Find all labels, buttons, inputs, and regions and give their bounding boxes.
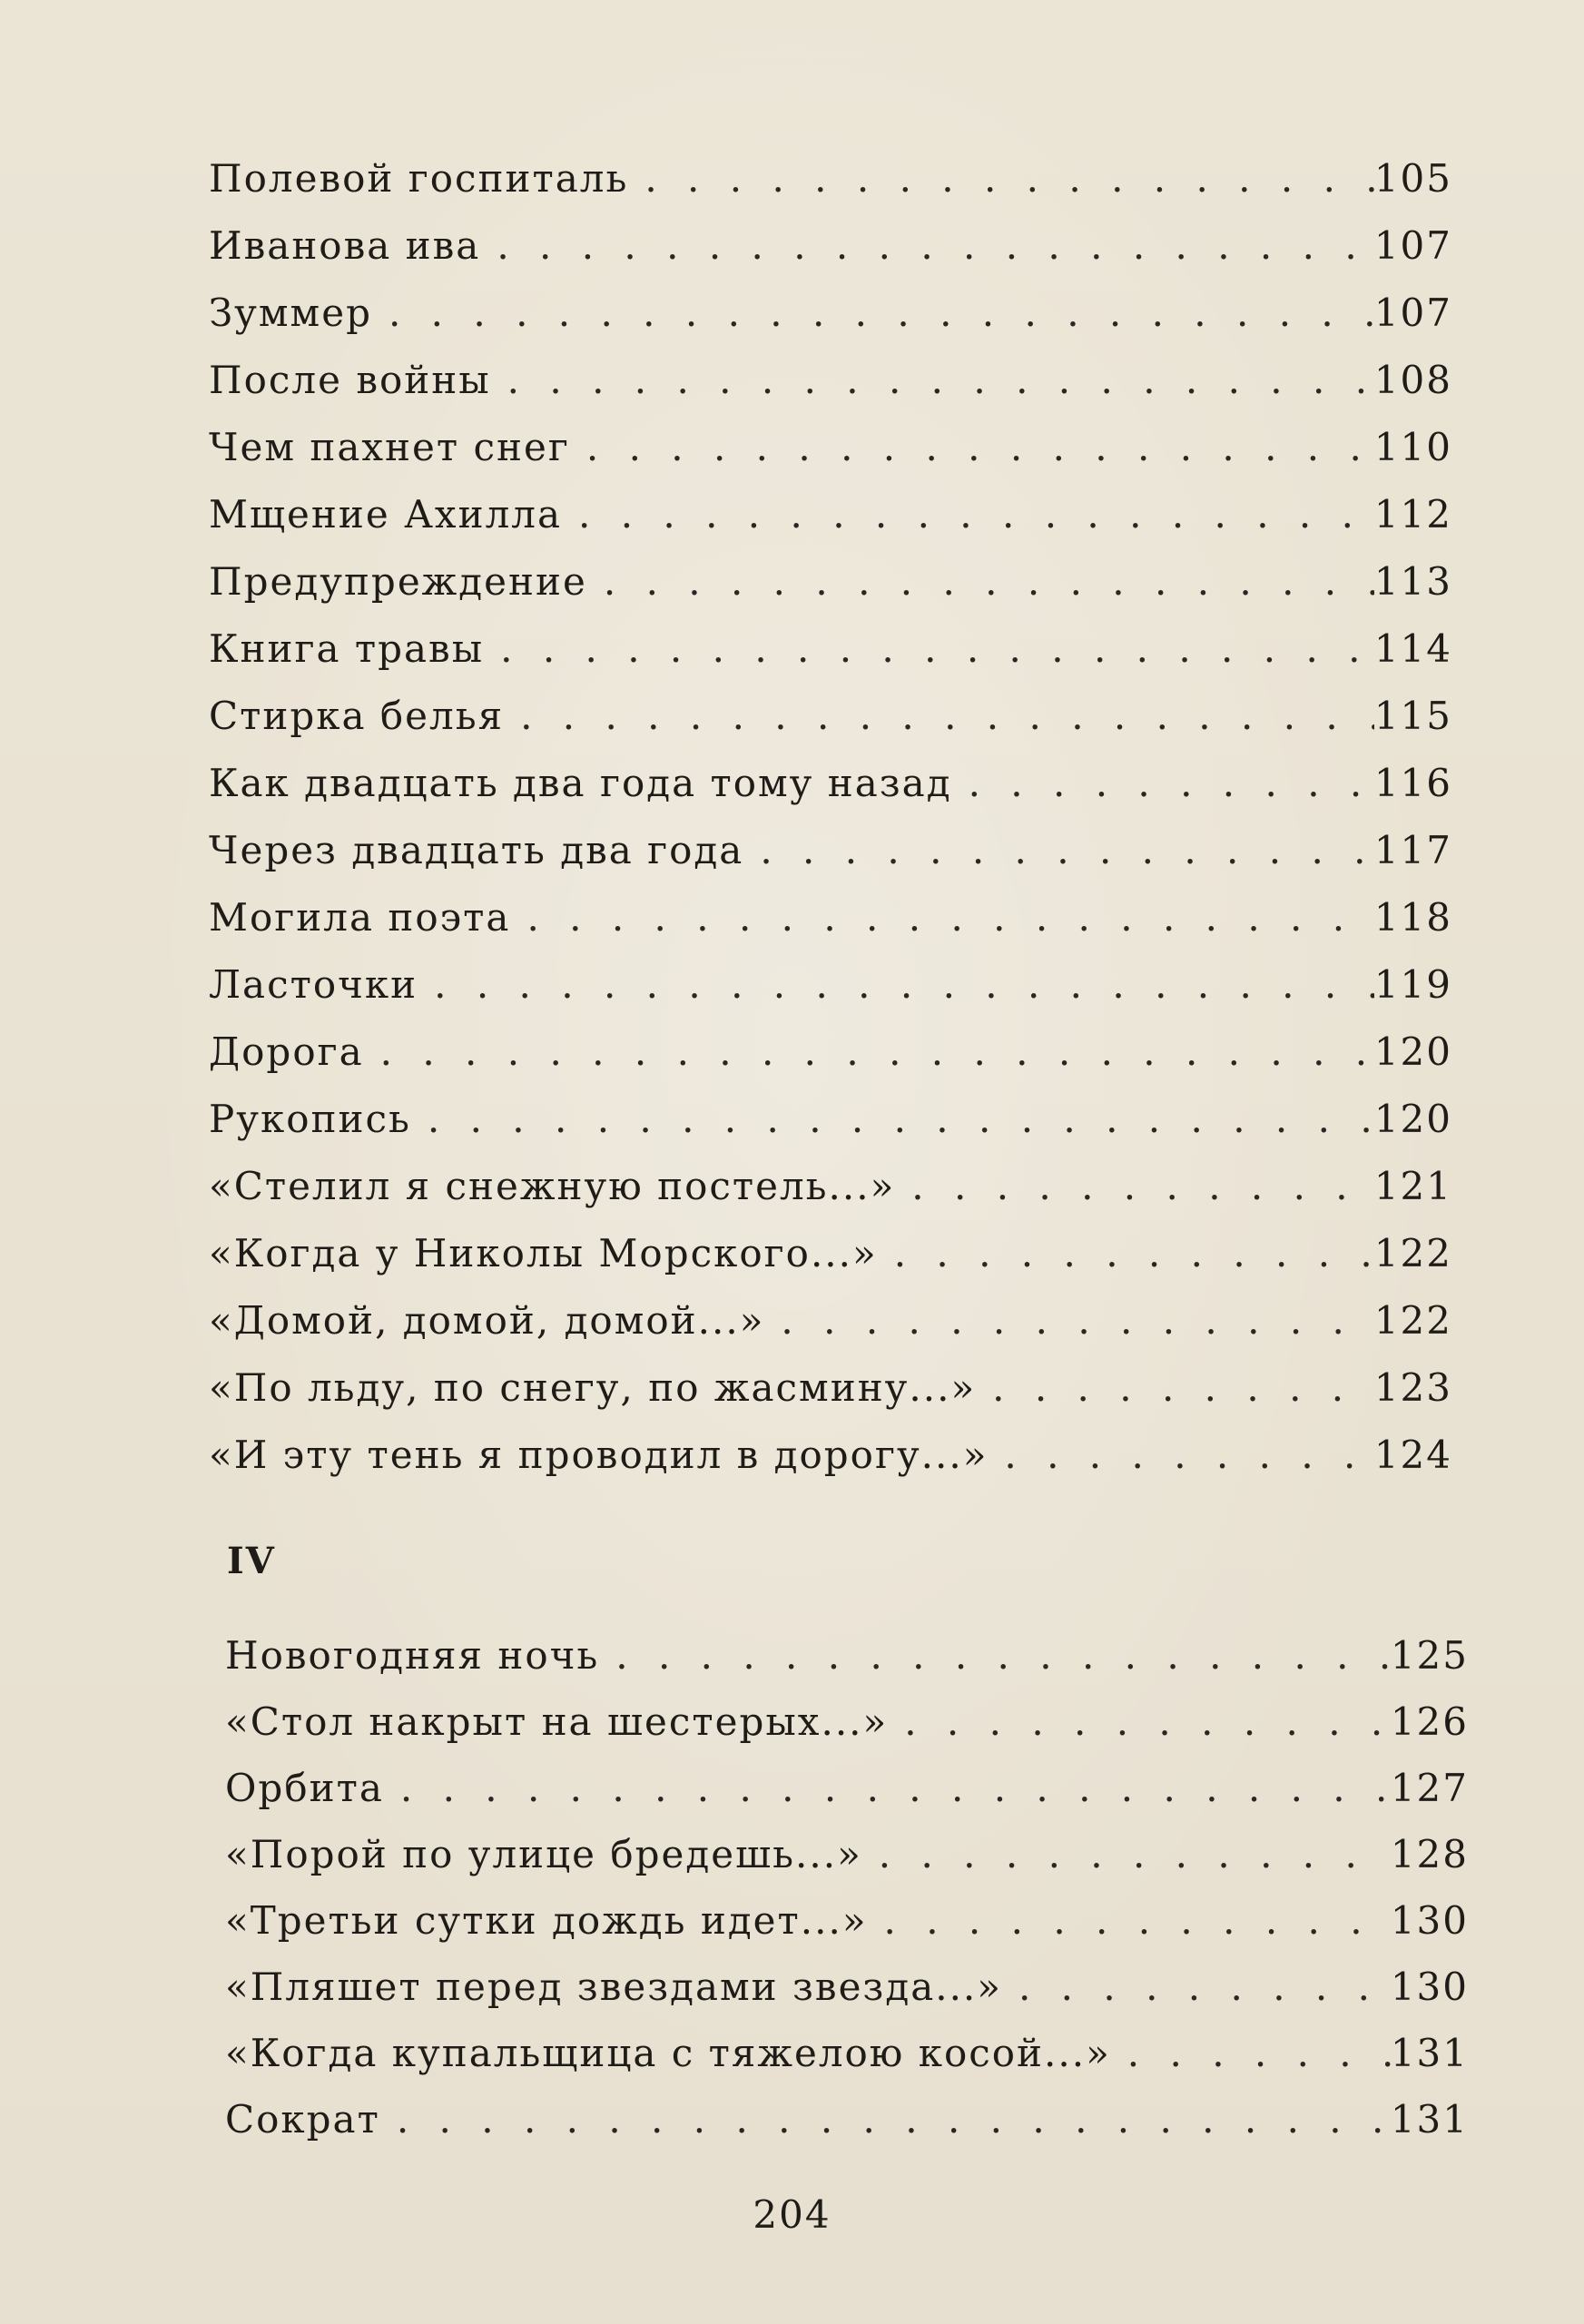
toc-entry-page: 114 [1373, 626, 1452, 671]
toc-entry-page: 119 [1373, 962, 1452, 1007]
dot-leader [628, 145, 1373, 212]
toc-entry-title: Предупреждение [209, 559, 587, 604]
toc-entry-title: Полевой госпиталь [209, 156, 629, 201]
dot-leader [764, 1287, 1373, 1354]
toc-entry [209, 1422, 1452, 1489]
page-number: 204 [753, 2192, 831, 2237]
toc-entry-title: «Пляшет перед звездами звезда...» [225, 1965, 1002, 2009]
dot-leader [384, 1755, 1391, 1822]
toc-entry-page: 120 [1373, 1029, 1452, 1074]
dot-leader [364, 1019, 1374, 1086]
toc-entry-title: Сократ [225, 2097, 380, 2142]
toc-entry-title: «Когда у Николы Морского...» [209, 1231, 878, 1275]
toc-entry-page: 126 [1390, 1699, 1469, 1744]
toc-entry [225, 1622, 1469, 1689]
dot-leader [418, 951, 1374, 1019]
toc-entry-page: 110 [1373, 425, 1452, 469]
toc-entry [209, 884, 1452, 951]
toc-entry [209, 615, 1452, 683]
toc-entry [225, 1689, 1469, 1756]
toc-entry [209, 951, 1452, 1019]
toc-entry-page: 118 [1373, 895, 1452, 940]
dot-leader [480, 212, 1374, 280]
toc-entry [225, 2020, 1469, 2087]
toc-entry-title: Ласточки [209, 962, 418, 1007]
toc-entry-page: 107 [1373, 223, 1452, 268]
toc-entry [209, 1086, 1452, 1153]
dot-leader [510, 884, 1373, 951]
toc-entry-page: 124 [1373, 1433, 1452, 1477]
toc-entry-page: 122 [1373, 1231, 1452, 1275]
section-heading: IV [227, 1540, 276, 1582]
toc-entry [209, 212, 1452, 280]
toc-entry-page: 112 [1373, 492, 1452, 537]
toc-entry-title: Орбита [225, 1766, 384, 1810]
dot-leader [868, 1887, 1391, 1955]
toc-entry-title: «Порой по улице бредешь...» [225, 1832, 862, 1876]
dot-leader [372, 280, 1374, 347]
dot-leader [599, 1622, 1391, 1689]
dot-leader [504, 683, 1374, 750]
dot-leader [878, 1220, 1374, 1287]
toc-entry-page: 115 [1373, 694, 1452, 738]
toc-entry-title: Новогодняя ночь [225, 1633, 600, 1678]
toc-entry-page: 125 [1390, 1633, 1469, 1678]
toc-entry-title: Стирка белья [209, 694, 505, 738]
toc-entry-page: 105 [1373, 156, 1452, 201]
toc-entry-page: 130 [1390, 1965, 1469, 2009]
toc-entry [209, 1287, 1452, 1354]
toc-entry [225, 1821, 1469, 1888]
toc-entry [225, 2086, 1469, 2153]
dot-leader [491, 347, 1374, 414]
toc-entry-title: Могила поэта [209, 895, 511, 940]
toc-entry-title: Зуммер [209, 290, 372, 335]
toc-entry [225, 1755, 1469, 1822]
toc-entry-title: Рукопись [209, 1097, 411, 1141]
toc-entry-title: После войны [209, 358, 491, 402]
toc-entry-title: «И эту тень я проводил в дорогу...» [209, 1433, 989, 1477]
toc-entry-title: «Домой, домой, домой...» [209, 1298, 765, 1343]
toc-entry-title: «Стол накрыт на шестерых...» [225, 1699, 889, 1744]
toc-entry-page: 128 [1390, 1832, 1469, 1876]
toc-entry [225, 1887, 1469, 1955]
toc-entry-page: 117 [1373, 828, 1452, 872]
dot-leader [1002, 1954, 1391, 2021]
dot-leader [862, 1821, 1391, 1888]
dot-leader [562, 481, 1374, 548]
toc-entry [209, 1019, 1452, 1086]
toc-entry [209, 280, 1452, 347]
dot-leader [570, 414, 1374, 481]
toc-entry-title: «Третьи сутки дождь идет...» [225, 1898, 868, 1943]
toc-entry-title: Книга травы [209, 626, 485, 671]
dot-leader [484, 615, 1374, 683]
toc-entry [209, 548, 1452, 615]
toc-entry-title: Дорога [209, 1029, 364, 1074]
toc-entry-title: Через двадцать два года [209, 828, 744, 872]
toc-entry-page: 131 [1390, 2097, 1469, 2142]
toc-entry-page: 121 [1373, 1164, 1452, 1208]
dot-leader [952, 750, 1374, 817]
toc-entry-title: «Когда купальщица с тяжелою косой...» [225, 2031, 1111, 2075]
toc-entry-page: 108 [1373, 358, 1452, 402]
toc-entry [209, 414, 1452, 481]
toc-entry-title: Иванова ива [209, 223, 481, 268]
toc-entry-title: Чем пахнет снег [209, 425, 570, 469]
dot-leader [380, 2086, 1391, 2153]
dot-leader [743, 817, 1374, 884]
toc-entry [209, 145, 1452, 212]
toc-entry [209, 817, 1452, 884]
dot-leader [1111, 2020, 1391, 2087]
toc-entry [209, 1153, 1452, 1220]
toc-entry-page: 123 [1373, 1365, 1452, 1410]
toc-entry [209, 683, 1452, 750]
toc-entry-title: Как двадцать два года тому назад [209, 761, 952, 805]
dot-leader [888, 1689, 1391, 1756]
dot-leader [587, 548, 1374, 615]
toc-entry-page: 122 [1373, 1298, 1452, 1343]
toc-entry-title: «Стелил я снежную постель...» [209, 1164, 896, 1208]
toc-entry-page: 131 [1390, 2031, 1469, 2075]
toc-entry-page: 107 [1373, 290, 1452, 335]
toc-entry [209, 1354, 1452, 1422]
toc-entry-title: Мщение Ахилла [209, 492, 562, 537]
toc-entry-page: 120 [1373, 1097, 1452, 1141]
dot-leader [895, 1153, 1374, 1220]
toc-entry [225, 1954, 1469, 2021]
toc-entry-title: «По льду, по снегу, по жасмину...» [209, 1365, 977, 1410]
dot-leader [411, 1086, 1374, 1153]
toc-entry-page: 127 [1390, 1766, 1469, 1810]
toc-entry [209, 750, 1452, 817]
dot-leader [988, 1422, 1373, 1489]
toc-entry [209, 347, 1452, 414]
toc-entry [209, 1220, 1452, 1287]
dot-leader [976, 1354, 1374, 1422]
toc-entry-page: 130 [1390, 1898, 1469, 1943]
toc-entry-page: 113 [1373, 559, 1452, 604]
toc-entry [209, 481, 1452, 548]
toc-entry-page: 116 [1373, 761, 1452, 805]
